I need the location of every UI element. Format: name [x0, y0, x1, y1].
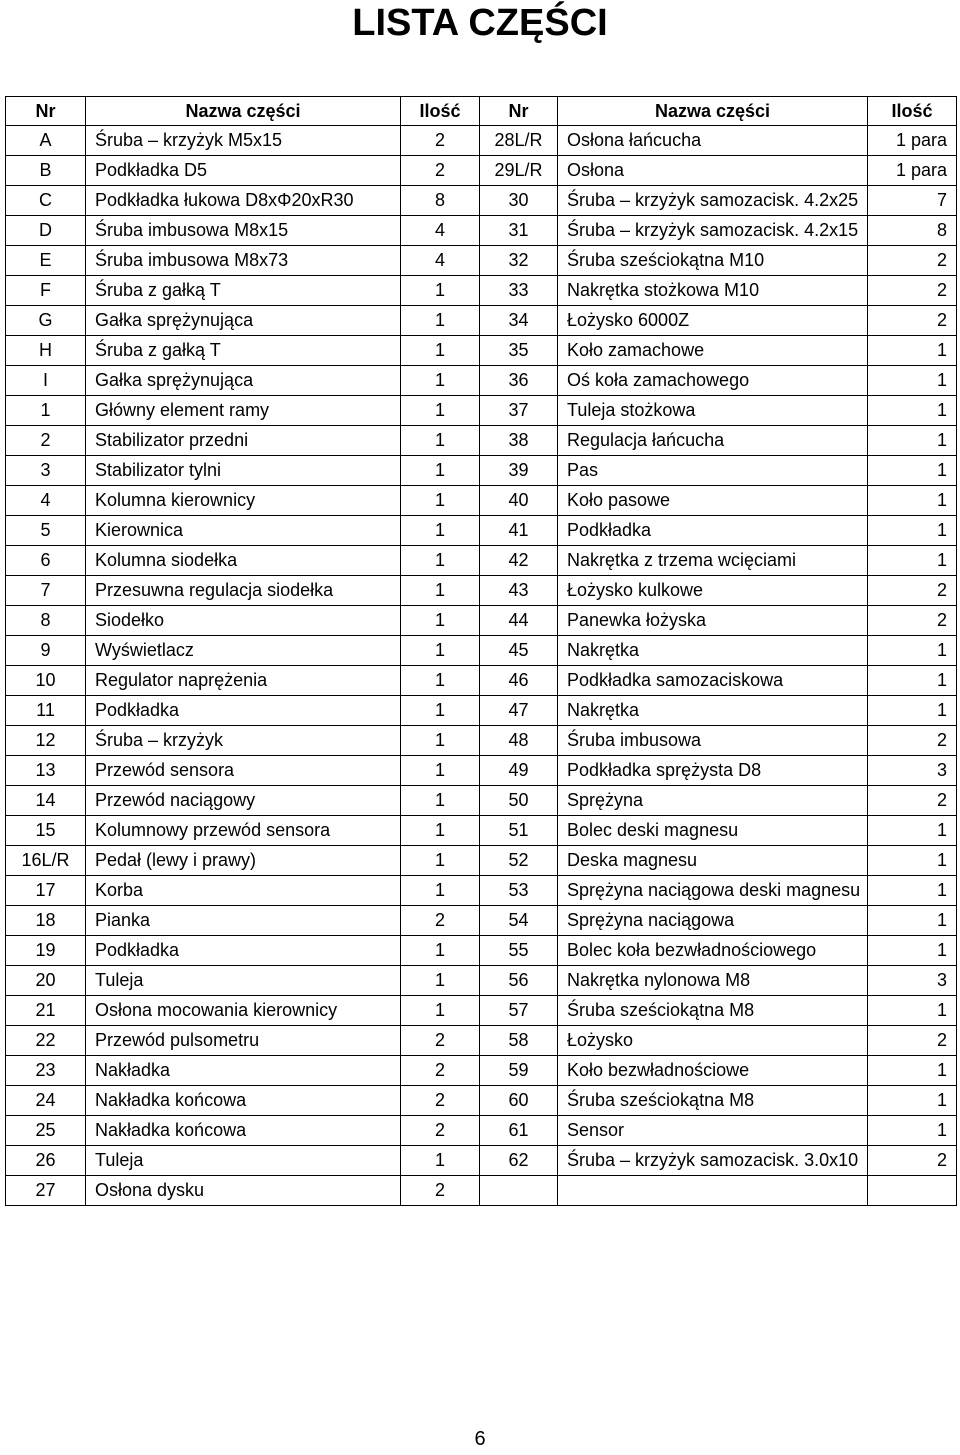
part-quantity-left: 1 [401, 966, 480, 996]
part-name-left: Gałka sprężynująca [86, 306, 401, 336]
part-quantity-right: 1 [868, 936, 957, 966]
part-quantity-left: 1 [401, 636, 480, 666]
part-number-left: 11 [6, 696, 86, 726]
part-name-right: Nakrętka stożkowa M10 [558, 276, 868, 306]
part-quantity-right: 1 [868, 816, 957, 846]
part-quantity-right [868, 1176, 957, 1206]
part-quantity-left: 2 [401, 906, 480, 936]
part-name-right: Koło zamachowe [558, 336, 868, 366]
table-row [6, 306, 957, 336]
part-quantity-left: 1 [401, 936, 480, 966]
part-number-right: 52 [480, 846, 558, 876]
part-name-right: Regulacja łańcucha [558, 426, 868, 456]
part-number-left: I [6, 366, 86, 396]
part-quantity-left: 1 [401, 846, 480, 876]
table-row [6, 1176, 957, 1206]
part-quantity-left: 1 [401, 396, 480, 426]
part-quantity-left: 2 [401, 1086, 480, 1116]
part-number-right: 57 [480, 996, 558, 1026]
part-number-left: 17 [6, 876, 86, 906]
part-quantity-left: 2 [401, 1056, 480, 1086]
table-header-row [6, 97, 957, 126]
part-number-right: 54 [480, 906, 558, 936]
part-name-left: Nakładka [86, 1056, 401, 1086]
part-number-right: 47 [480, 696, 558, 726]
part-quantity-right: 7 [868, 186, 957, 216]
part-number-left: 20 [6, 966, 86, 996]
part-number-left: 8 [6, 606, 86, 636]
part-number-right: 62 [480, 1146, 558, 1176]
part-quantity-left: 1 [401, 876, 480, 906]
part-number-left: 18 [6, 906, 86, 936]
part-number-left: C [6, 186, 86, 216]
part-name-left: Korba [86, 876, 401, 906]
part-number-right: 53 [480, 876, 558, 906]
part-name-right: Nakrętka [558, 636, 868, 666]
part-name-left: Przewód naciągowy [86, 786, 401, 816]
header-nr-left: Nr [6, 97, 86, 126]
page-number: 6 [474, 1428, 486, 1450]
part-number-left: 3 [6, 456, 86, 486]
part-number-left: 13 [6, 756, 86, 786]
part-name-right: Łożysko [558, 1026, 868, 1056]
part-quantity-right: 1 [868, 516, 957, 546]
table-row [6, 1086, 957, 1116]
part-name-left: Tuleja [86, 966, 401, 996]
part-name-right: Śruba sześciokątna M8 [558, 996, 868, 1026]
part-quantity-right: 3 [868, 966, 957, 996]
part-quantity-left: 1 [401, 726, 480, 756]
part-name-left: Stabilizator tylni [86, 456, 401, 486]
part-name-left: Gałka sprężynująca [86, 366, 401, 396]
table-row [6, 636, 957, 666]
part-number-right: 41 [480, 516, 558, 546]
part-quantity-left: 8 [401, 186, 480, 216]
part-quantity-right: 2 [868, 576, 957, 606]
part-quantity-left: 2 [401, 1026, 480, 1056]
part-number-left: 2 [6, 426, 86, 456]
part-name-right: Sprężyna [558, 786, 868, 816]
part-number-right: 43 [480, 576, 558, 606]
part-name-right: Sensor [558, 1116, 868, 1146]
part-quantity-right: 2 [868, 606, 957, 636]
header-name-right: Nazwa części [558, 97, 868, 126]
part-quantity-right: 1 [868, 636, 957, 666]
part-name-left: Podkładka [86, 696, 401, 726]
part-name-left: Wyświetlacz [86, 636, 401, 666]
part-number-right: 61 [480, 1116, 558, 1146]
part-number-left: A [6, 126, 86, 156]
parts-table [5, 96, 957, 1206]
part-name-left: Śruba – krzyżyk [86, 726, 401, 756]
part-name-right: Koło bezwładnościowe [558, 1056, 868, 1086]
part-number-right: 38 [480, 426, 558, 456]
part-quantity-right: 2 [868, 1146, 957, 1176]
part-name-left: Tuleja [86, 1146, 401, 1176]
part-quantity-right: 1 [868, 1056, 957, 1086]
part-quantity-left: 4 [401, 246, 480, 276]
part-name-right: Sprężyna naciągowa deski magnesu [558, 876, 868, 906]
part-name-left: Pianka [86, 906, 401, 936]
part-name-right: Oś koła zamachowego [558, 366, 868, 396]
table-row [6, 366, 957, 396]
part-quantity-left: 1 [401, 456, 480, 486]
part-name-left: Kolumnowy przewód sensora [86, 816, 401, 846]
part-quantity-right: 1 [868, 696, 957, 726]
part-number-left: 16L/R [6, 846, 86, 876]
part-number-left: 15 [6, 816, 86, 846]
part-name-right: Nakrętka nylonowa M8 [558, 966, 868, 996]
table-row [6, 486, 957, 516]
table-row [6, 426, 957, 456]
part-quantity-left: 4 [401, 216, 480, 246]
table-row [6, 1116, 957, 1146]
part-name-left: Podkładka [86, 936, 401, 966]
part-number-right: 59 [480, 1056, 558, 1086]
part-name-right: Śruba imbusowa [558, 726, 868, 756]
part-number-left: B [6, 156, 86, 186]
part-name-right: Podkładka samozaciskowa [558, 666, 868, 696]
part-number-left: E [6, 246, 86, 276]
table-row [6, 1146, 957, 1176]
part-quantity-right: 1 [868, 996, 957, 1026]
table-row [6, 876, 957, 906]
part-name-left: Śruba – krzyżyk M5x15 [86, 126, 401, 156]
part-number-right: 55 [480, 936, 558, 966]
table-row [6, 756, 957, 786]
part-number-right: 40 [480, 486, 558, 516]
part-name-right [558, 1176, 868, 1206]
part-quantity-left: 1 [401, 306, 480, 336]
part-number-right: 49 [480, 756, 558, 786]
part-name-right: Śruba – krzyżyk samozacisk. 3.0x10 [558, 1146, 868, 1176]
part-number-right: 36 [480, 366, 558, 396]
part-name-right: Pas [558, 456, 868, 486]
part-quantity-right: 2 [868, 1026, 957, 1056]
part-name-left: Przesuwna regulacja siodełka [86, 576, 401, 606]
part-number-left: 6 [6, 546, 86, 576]
parts-table-body [6, 126, 957, 1206]
part-quantity-right: 1 [868, 396, 957, 426]
table-row [6, 516, 957, 546]
part-quantity-left: 2 [401, 126, 480, 156]
part-number-left: 14 [6, 786, 86, 816]
part-number-right: 31 [480, 216, 558, 246]
part-name-right: Bolec koła bezwładnościowego [558, 936, 868, 966]
table-row [6, 816, 957, 846]
part-name-right: Sprężyna naciągowa [558, 906, 868, 936]
part-quantity-right: 2 [868, 726, 957, 756]
part-quantity-right: 1 [868, 336, 957, 366]
table-row [6, 216, 957, 246]
part-name-left: Regulator naprężenia [86, 666, 401, 696]
part-number-left: G [6, 306, 86, 336]
part-name-right: Osłona łańcucha [558, 126, 868, 156]
part-quantity-left: 2 [401, 1116, 480, 1146]
part-number-left: 7 [6, 576, 86, 606]
part-name-right: Panewka łożyska [558, 606, 868, 636]
part-quantity-right: 1 [868, 1116, 957, 1146]
part-quantity-left: 1 [401, 576, 480, 606]
part-name-right: Osłona [558, 156, 868, 186]
part-number-right: 60 [480, 1086, 558, 1116]
part-number-left: F [6, 276, 86, 306]
part-number-left: 27 [6, 1176, 86, 1206]
part-number-left: 19 [6, 936, 86, 966]
part-name-right: Podkładka sprężysta D8 [558, 756, 868, 786]
part-name-left: Osłona mocowania kierownicy [86, 996, 401, 1026]
part-name-right: Śruba sześciokątna M10 [558, 246, 868, 276]
part-number-left: 24 [6, 1086, 86, 1116]
table-row [6, 336, 957, 366]
part-name-left: Śruba z gałką T [86, 276, 401, 306]
part-name-left: Pedał (lewy i prawy) [86, 846, 401, 876]
part-quantity-right: 1 [868, 846, 957, 876]
table-row [6, 666, 957, 696]
part-name-right: Tuleja stożkowa [558, 396, 868, 426]
part-quantity-right: 1 para [868, 126, 957, 156]
part-number-right: 44 [480, 606, 558, 636]
part-quantity-left: 1 [401, 606, 480, 636]
part-quantity-right: 2 [868, 786, 957, 816]
table-row [6, 966, 957, 996]
part-name-right: Deska magnesu [558, 846, 868, 876]
part-number-right: 35 [480, 336, 558, 366]
table-row [6, 576, 957, 606]
part-quantity-left: 2 [401, 1176, 480, 1206]
table-row [6, 1056, 957, 1086]
part-number-left: 5 [6, 516, 86, 546]
part-quantity-right: 1 [868, 486, 957, 516]
part-name-left: Główny element ramy [86, 396, 401, 426]
part-quantity-left: 1 [401, 756, 480, 786]
part-name-right: Łożysko 6000Z [558, 306, 868, 336]
part-name-left: Kolumna kierownicy [86, 486, 401, 516]
part-quantity-left: 1 [401, 996, 480, 1026]
part-quantity-right: 8 [868, 216, 957, 246]
part-quantity-right: 3 [868, 756, 957, 786]
part-quantity-left: 1 [401, 276, 480, 306]
part-quantity-left: 1 [401, 426, 480, 456]
table-row [6, 906, 957, 936]
header-qty-right: Ilość [868, 97, 957, 126]
part-name-left: Podkładka D5 [86, 156, 401, 186]
table-row [6, 456, 957, 486]
table-row [6, 396, 957, 426]
part-name-right: Śruba – krzyżyk samozacisk. 4.2x25 [558, 186, 868, 216]
part-quantity-right: 2 [868, 276, 957, 306]
part-number-right: 29L/R [480, 156, 558, 186]
header-name-left: Nazwa części [86, 97, 401, 126]
part-number-right: 37 [480, 396, 558, 426]
part-quantity-left: 1 [401, 516, 480, 546]
part-quantity-left: 1 [401, 366, 480, 396]
part-quantity-left: 1 [401, 696, 480, 726]
part-name-left: Siodełko [86, 606, 401, 636]
part-name-left: Kolumna siodełka [86, 546, 401, 576]
table-row [6, 786, 957, 816]
part-quantity-left: 1 [401, 786, 480, 816]
part-number-left: D [6, 216, 86, 246]
header-nr-right: Nr [480, 97, 558, 126]
table-row [6, 936, 957, 966]
table-row [6, 846, 957, 876]
part-number-right: 46 [480, 666, 558, 696]
part-number-left: 26 [6, 1146, 86, 1176]
part-number-right: 56 [480, 966, 558, 996]
part-quantity-right: 1 [868, 366, 957, 396]
part-quantity-left: 1 [401, 666, 480, 696]
part-name-left: Podkładka łukowa D8xΦ20xR30 [86, 186, 401, 216]
part-number-right: 51 [480, 816, 558, 846]
part-name-right: Łożysko kulkowe [558, 576, 868, 606]
part-quantity-left: 1 [401, 336, 480, 366]
part-quantity-right: 1 [868, 456, 957, 486]
part-number-right: 32 [480, 246, 558, 276]
part-number-right: 42 [480, 546, 558, 576]
part-quantity-left: 1 [401, 546, 480, 576]
part-number-left: H [6, 336, 86, 366]
part-quantity-right: 1 [868, 906, 957, 936]
part-quantity-right: 1 [868, 546, 957, 576]
table-row [6, 246, 957, 276]
part-number-right: 39 [480, 456, 558, 486]
part-quantity-right: 1 [868, 426, 957, 456]
part-number-right: 45 [480, 636, 558, 666]
part-number-left: 9 [6, 636, 86, 666]
part-quantity-right: 2 [868, 306, 957, 336]
part-number-right: 34 [480, 306, 558, 336]
part-name-right: Nakrętka [558, 696, 868, 726]
part-number-left: 4 [6, 486, 86, 516]
part-quantity-right: 1 para [868, 156, 957, 186]
part-name-left: Śruba imbusowa M8x15 [86, 216, 401, 246]
table-row [6, 276, 957, 306]
part-quantity-left: 1 [401, 816, 480, 846]
part-name-left: Kierownica [86, 516, 401, 546]
part-number-right: 28L/R [480, 126, 558, 156]
part-number-left: 25 [6, 1116, 86, 1146]
part-name-left: Śruba z gałką T [86, 336, 401, 366]
part-name-left: Nakładka końcowa [86, 1086, 401, 1116]
table-row [6, 1026, 957, 1056]
part-name-right: Podkładka [558, 516, 868, 546]
part-number-left: 23 [6, 1056, 86, 1086]
part-quantity-left: 2 [401, 156, 480, 186]
part-name-left: Śruba imbusowa M8x73 [86, 246, 401, 276]
part-name-right: Śruba – krzyżyk samozacisk. 4.2x15 [558, 216, 868, 246]
part-number-left: 12 [6, 726, 86, 756]
part-number-right [480, 1176, 558, 1206]
part-number-left: 22 [6, 1026, 86, 1056]
table-row [6, 996, 957, 1026]
part-name-left: Przewód pulsometru [86, 1026, 401, 1056]
header-qty-left: Ilość [401, 97, 480, 126]
page-title: LISTA CZĘŚCI [352, 2, 608, 44]
part-number-left: 1 [6, 396, 86, 426]
table-row [6, 126, 957, 156]
table-row [6, 696, 957, 726]
table-row [6, 186, 957, 216]
part-quantity-left: 1 [401, 1146, 480, 1176]
part-number-right: 30 [480, 186, 558, 216]
part-quantity-left: 1 [401, 486, 480, 516]
part-name-right: Bolec deski magnesu [558, 816, 868, 846]
part-name-right: Śruba sześciokątna M8 [558, 1086, 868, 1116]
table-row [6, 606, 957, 636]
part-number-left: 21 [6, 996, 86, 1026]
part-quantity-right: 1 [868, 1086, 957, 1116]
part-name-left: Stabilizator przedni [86, 426, 401, 456]
part-name-left: Przewód sensora [86, 756, 401, 786]
part-number-right: 50 [480, 786, 558, 816]
part-name-left: Osłona dysku [86, 1176, 401, 1206]
table-row [6, 726, 957, 756]
part-name-left: Nakładka końcowa [86, 1116, 401, 1146]
table-row [6, 546, 957, 576]
part-number-right: 33 [480, 276, 558, 306]
part-name-right: Nakrętka z trzema wcięciami [558, 546, 868, 576]
part-quantity-right: 1 [868, 666, 957, 696]
part-quantity-right: 1 [868, 876, 957, 906]
table-row [6, 156, 957, 186]
part-number-right: 48 [480, 726, 558, 756]
part-number-left: 10 [6, 666, 86, 696]
part-quantity-right: 2 [868, 246, 957, 276]
part-name-right: Koło pasowe [558, 486, 868, 516]
part-number-right: 58 [480, 1026, 558, 1056]
